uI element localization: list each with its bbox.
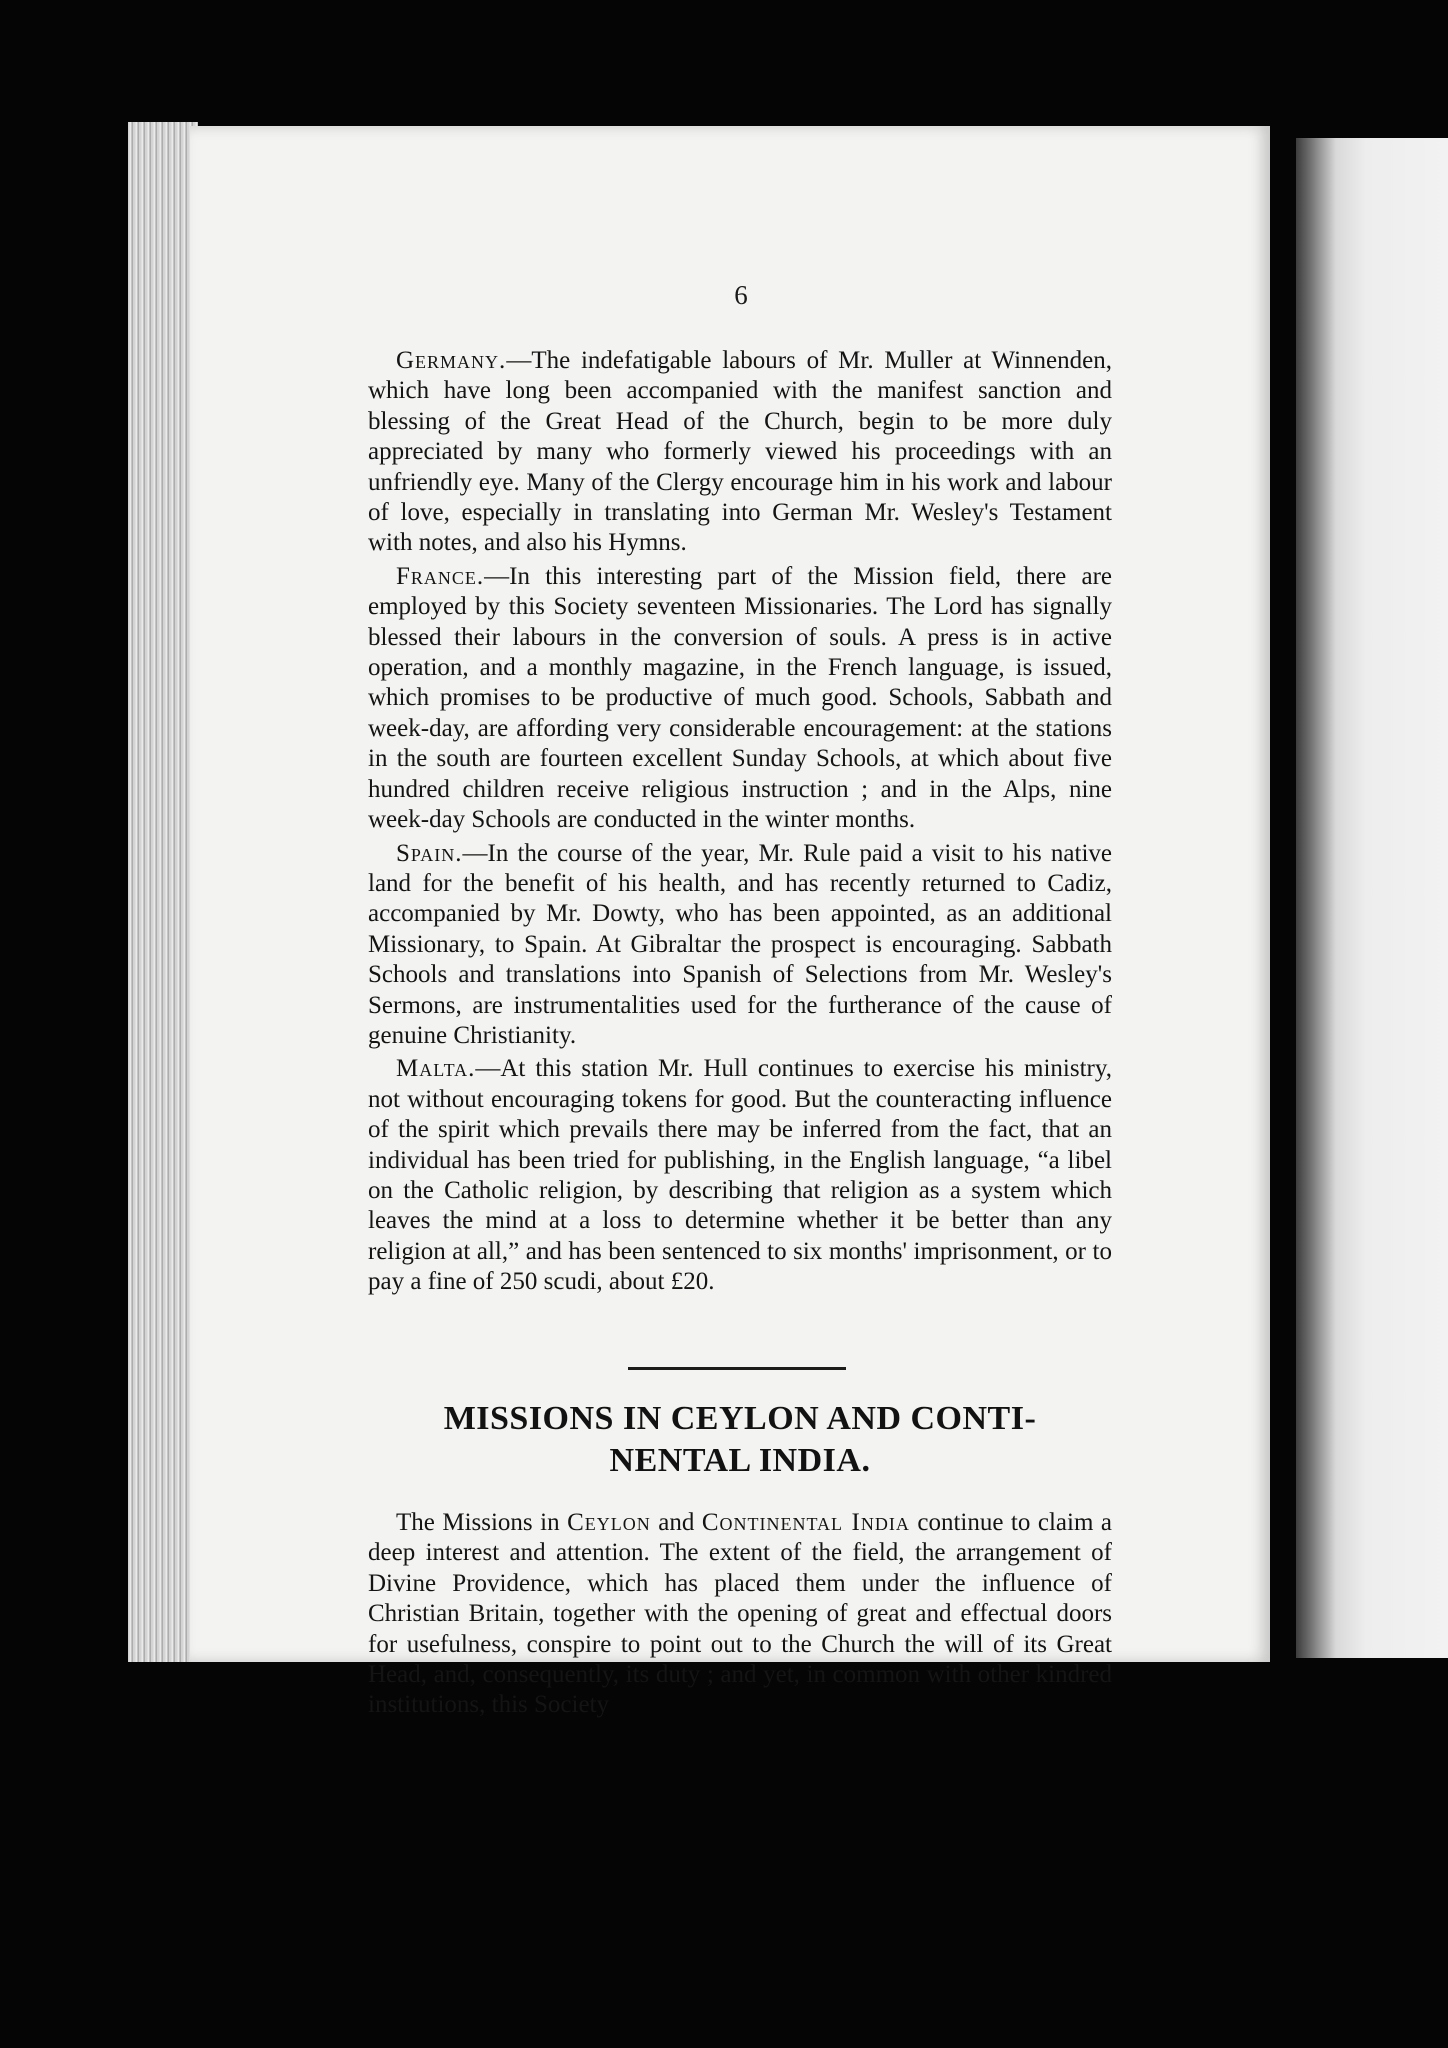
section-divider [628, 1367, 846, 1370]
paragraph-lead: France. [396, 562, 485, 590]
section-body [368, 1508, 1112, 1724]
section-heading-line: NENTAL INDIA. [609, 1442, 871, 1479]
paragraph-text: The Missions in [396, 1509, 568, 1536]
page-number: 6 [734, 280, 748, 310]
adjacent-page [1296, 138, 1448, 1658]
paragraph-lead: Malta. [396, 1055, 476, 1083]
paragraph-text: —In the course of the year, Mr. Rule paid a visit to his native land for the benefit of his health, and has recently returned to Cadiz, accompanied by Mr. Dowty, who has been appointed, as an additional Missionary, to Spain. At Gibraltar the prospect is encouraging. Sabbath Schools and translations into Spanish of Selections from Mr. Wesley's Sermons, are instrumentalities used for the furtherance of the cause of genuine Christianity. [368, 839, 1112, 1049]
paragraph-text: continue to claim a deep interest and attention. The extent of the field, the arrangement of Divine Providence, which has placed them under the influence of Christian Britain, together with the opening of great and effectual doors for usefulness, conspire to point out to the Church the will of its Great Head, and, consequently, its duty ; and yet, in common with other kindred institutions, this Society [368, 1509, 1112, 1719]
paragraph-text: and [650, 1509, 702, 1536]
paragraph-malta [368, 1054, 1112, 1297]
paragraph-ceylon-india [368, 1508, 1112, 1721]
paragraph-text: —At this station Mr. Hull continues to exercise his ministry, not without encouraging tokens for good. But the counteracting influence of the spirit which prevails there may be inferred from the fact, that an individual has been tried for publishing, in the English language, “a libel on the Catholic religion, by describing that religion as a system which leaves the mind at a loss to determine whether it be better than any religion at all,” and has been sentenced to six months' imprisonment, or to pay a fine of 250 scudi, about £20. [368, 1055, 1112, 1296]
place-name: Continental India [701, 1509, 910, 1536]
paragraph-text: —In this interesting part of the Mission field, there are employed by this Society seventeen Missionaries. The Lord has signally blessed their labours in the conversion of souls. A press is in active operation, and a monthly magazine, in the French language, is issued, which promises to be productive of much good. Schools, Sabbath and week-day, are affording very considerable encouragement: at the stations in the south are fourteen excellent Sunday Schools, at which about five hundred children receive religious instruction ; and in the Alps, nine week-day Schools are conducted in the winter months. [368, 562, 1112, 834]
paragraph-spain [368, 839, 1112, 1052]
paragraph-france [368, 562, 1112, 836]
paragraph-germany [368, 346, 1112, 559]
page-stack-edges [128, 122, 198, 1662]
paragraph-lead: Germany. [396, 347, 507, 374]
paragraph-lead: Spain. [396, 839, 463, 867]
body-text [368, 346, 1112, 1301]
paragraph-text: —The indefatigable labours of Mr. Muller at Winnenden, which have long been accompanied with the manifest sanction and blessing of the Great Head of the Church, begin to be more duly appreciated by many who formerly viewed his proceedings with an unfriendly eye. Many of the Clergy encourage him in his work and labour of love, especially in translating into German Mr. Wesley's Testament with notes, and also his Hymns. [368, 347, 1112, 557]
section-heading-line: MISSIONS IN CEYLON AND CONTI- [443, 1400, 1037, 1437]
place-name: Ceylon [567, 1509, 651, 1536]
section-heading [368, 1398, 1112, 1482]
